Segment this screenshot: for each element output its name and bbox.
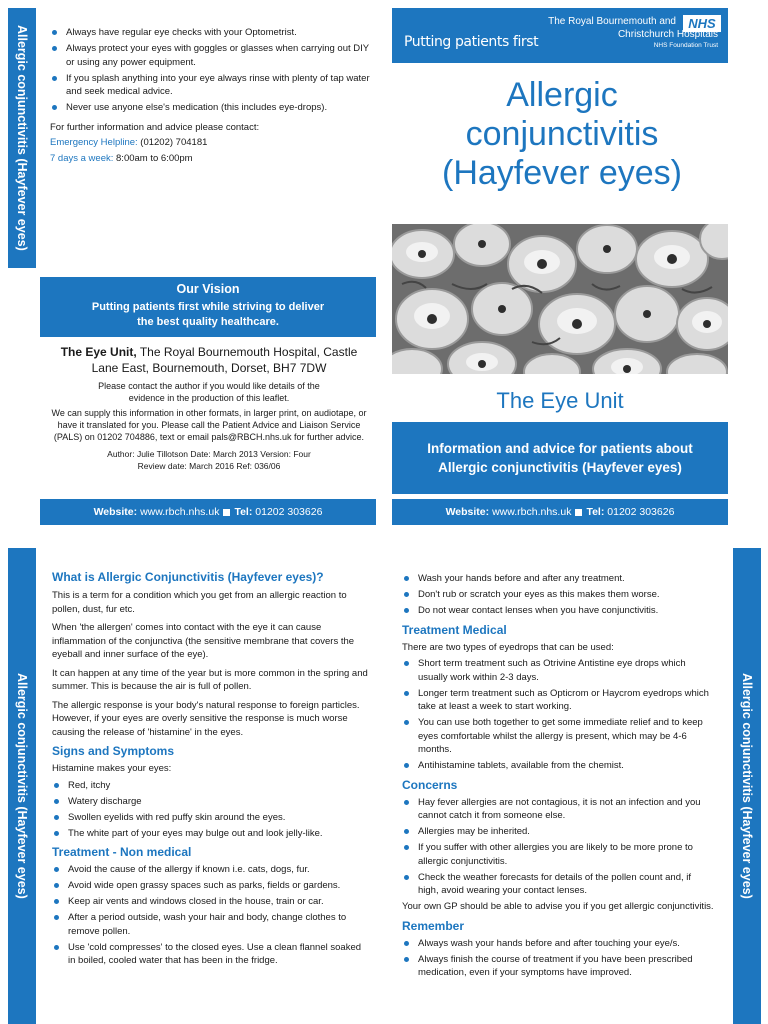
medical-heading: Treatment Medical bbox=[402, 622, 507, 637]
list-item: Short term treatment such as Otrivine Antistine eye drops which usually work within 2-3 days. bbox=[402, 657, 714, 684]
list-item: If you suffer with other allergies you are likely to be more prone to allergic conjunctivitis. bbox=[402, 841, 714, 868]
website-label: Website: bbox=[93, 506, 138, 518]
trust-lines bbox=[618, 29, 718, 50]
list-item: Watery discharge bbox=[52, 795, 370, 809]
footer-left bbox=[40, 499, 376, 525]
trust-name bbox=[548, 16, 676, 28]
list-item: Avoid wide open grassy spaces such as parks, fields or gardens. bbox=[52, 879, 370, 893]
unit-info bbox=[44, 344, 374, 472]
trust-line-1: The Royal Bournemouth and bbox=[548, 16, 676, 27]
vision-title: Our Vision bbox=[176, 282, 240, 296]
list-item: Wash your hands before and after any treatment. bbox=[402, 572, 714, 586]
review-line: Review date: March 2016 Ref: 036/06 bbox=[137, 461, 281, 471]
separator-square bbox=[575, 509, 582, 516]
list-item: You can use both together to get some immediate relief and to keep eyes comfortable whilst the allergy is present, which may be 4-6 months. bbox=[402, 716, 714, 757]
nhs-logo: NHS bbox=[683, 15, 721, 32]
cover-header bbox=[392, 8, 728, 63]
unit-address bbox=[44, 344, 374, 376]
list-item: Antihistamine tablets, available from the chemist. bbox=[402, 759, 714, 773]
list-item: Never use anyone else's medication (this includes eye-drops). bbox=[50, 101, 370, 115]
hours-value: 8:00am to 6:00pm bbox=[116, 152, 193, 164]
unit-address-text: The Royal Bournemouth Hospital, Castle Lane East, Bournemouth, Dorset, BH7 7DW bbox=[91, 345, 358, 375]
side-tab-title: Allergic conjunctivitis (Hayfever eyes) bbox=[15, 673, 29, 899]
concerns-list bbox=[402, 796, 714, 898]
list-item: If you splash anything into your eye always rinse with plenty of tap water and seek medical advice. bbox=[50, 72, 370, 99]
separator-square bbox=[223, 509, 230, 516]
hours-row bbox=[50, 152, 370, 166]
gp-note: Your own GP should be able to advise you if you get allergic conjunctivitis. bbox=[402, 901, 714, 912]
author-line: Author: Julie Tillotson Date: March 2013 Version: Four bbox=[107, 449, 311, 459]
list-item: Always wash your hands before and after touching your eye/s. bbox=[402, 937, 714, 951]
formats-note: We can supply this information in other formats, in larger print, on audiotape, or have it translated for you. Please call the Patient Advice and Liaison Service (PALS) on 01202 704886, text or email pals@RBCH.nhs.uk for further advice. bbox=[51, 408, 367, 442]
helpline-row bbox=[50, 136, 370, 150]
back-panel bbox=[50, 26, 370, 170]
side-tab-title: Allergic conjunctivitis (Hayfever eyes) bbox=[740, 673, 754, 899]
list-item: The white part of your eyes may bulge out and look jelly-like. bbox=[52, 827, 370, 841]
list-item: Hay fever allergies are not contagious, it is not an infection and you cannot catch it from someone else. bbox=[402, 796, 714, 823]
trust-line-3: NHS Foundation Trust bbox=[653, 42, 718, 49]
website-link[interactable]: www.rbch.nhs.uk bbox=[492, 506, 572, 518]
helpline-value: (01202) 704181 bbox=[140, 137, 208, 148]
list-item: Longer term treatment such as Opticrom or Haycrom eyedrops which take at least a week to start working. bbox=[402, 687, 714, 714]
list-item: Red, itchy bbox=[52, 779, 370, 793]
slogan: Putting patients first bbox=[404, 34, 539, 50]
side-tab-bottom-left bbox=[8, 548, 36, 1024]
medical-intro: There are two types of eyedrops that can be used: bbox=[402, 641, 614, 653]
side-tab-title: Allergic conjunctivitis (Hayfever eyes) bbox=[15, 25, 29, 251]
nonmedical-heading: Treatment - Non medical bbox=[52, 845, 192, 859]
nonmedical-list bbox=[52, 863, 370, 968]
list-item: Swollen eyelids with red puffy skin around the eyes. bbox=[52, 811, 370, 825]
inside-panel-left bbox=[52, 570, 370, 970]
hours-label: 7 days a week: bbox=[50, 152, 114, 164]
list-item: Allergies may be inherited. bbox=[402, 825, 714, 839]
signs-heading: Signs and Symptoms bbox=[52, 744, 175, 758]
paragraph: The allergic response is your body's natural response to foreign particles. However, if your eyes are overly sensitive the response is much worse causing the release of 'histamine' in the eyes. bbox=[52, 699, 360, 738]
list-item: Always protect your eyes with goggles or glasses when carrying out DIY or using any power equipment. bbox=[50, 42, 370, 69]
advice-list bbox=[50, 26, 370, 115]
flowers-photo bbox=[392, 224, 728, 374]
paragraph: It can happen at any time of the year but is more common in the spring and summer. This is because the air is full of pollen. bbox=[52, 667, 368, 692]
footer-right bbox=[392, 499, 728, 525]
list-item: Don't rub or scratch your eyes as this makes them worse. bbox=[402, 588, 714, 602]
hygiene-list bbox=[402, 572, 714, 618]
signs-list bbox=[52, 779, 370, 841]
info-banner bbox=[392, 422, 728, 494]
website-link[interactable]: www.rbch.nhs.uk bbox=[140, 506, 220, 518]
contact-author-note: Please contact the author if you would like details of the evidence in the production of this leaflet. bbox=[98, 381, 320, 403]
unit-name: The Eye Unit, bbox=[60, 345, 137, 359]
what-is-heading: What is Allergic Conjunctivitis (Hayfever eyes)? bbox=[52, 570, 324, 584]
side-tab-bottom-right bbox=[733, 548, 761, 1024]
remember-heading: Remember bbox=[402, 918, 465, 933]
tel-label: Tel: bbox=[586, 506, 605, 518]
website-label: Website: bbox=[445, 506, 490, 518]
tel-value: 01202 303626 bbox=[607, 506, 675, 518]
list-item: Avoid the cause of the allergy if known i.e. cats, dogs, fur. bbox=[52, 863, 370, 877]
helpline-label: Emergency Helpline: bbox=[50, 137, 138, 148]
concerns-heading: Concerns bbox=[402, 777, 458, 792]
tel-label: Tel: bbox=[234, 506, 253, 518]
list-item: Always finish the course of treatment if you have been prescribed medication, even if your symptoms have improved. bbox=[402, 953, 714, 980]
list-item: After a period outside, wash your hair and body, change clothes to remove pollen. bbox=[52, 911, 370, 938]
vision-box bbox=[40, 277, 376, 337]
banner-text: Information and advice for patients about Allergic conjunctivitis (Hayfever eyes) bbox=[427, 441, 693, 475]
medical-list bbox=[402, 657, 714, 773]
list-item: Do not wear contact lenses when you have conjunctivitis. bbox=[402, 604, 714, 618]
contact-intro: For further information and advice please contact: bbox=[50, 121, 260, 133]
paragraph: When 'the allergen' comes into contact with the eye it can cause inflammation of the conjunctiva (the sensitive membrane that covers the eyeball and inner surface of the eye). bbox=[52, 622, 355, 660]
flowers-image bbox=[392, 224, 728, 374]
list-item: Keep air vents and windows closed in the house, train or car. bbox=[52, 895, 370, 909]
cover-title: Allergic conjunctivitis (Hayfever eyes) bbox=[442, 76, 682, 192]
list-item: Always have regular eye checks with your Optometrist. bbox=[50, 26, 370, 40]
inside-panel-right bbox=[402, 572, 714, 982]
list-item: Check the weather forecasts for details of the pollen count and, if high, avoid wearing your contact lenses. bbox=[402, 871, 714, 898]
tel-value: 01202 303626 bbox=[255, 506, 323, 518]
signs-intro: Histamine makes your eyes: bbox=[52, 763, 172, 774]
department-title: The Eye Unit bbox=[496, 388, 624, 413]
trust-line-2: Christchurch Hospitals bbox=[617, 29, 718, 40]
remember-list bbox=[402, 937, 714, 980]
paragraph: This is a term for a condition which you get from an allergic reaction to pollen, dust, fur etc. bbox=[52, 590, 347, 615]
side-tab-top-left bbox=[8, 8, 36, 268]
vision-text: Putting patients first while striving to deliver the best quality healthcare. bbox=[91, 301, 325, 328]
list-item: Use 'cold compresses' to the closed eyes. Use a clean flannel soaked in boiled, cooled water that has been in the fridge. bbox=[52, 941, 370, 968]
